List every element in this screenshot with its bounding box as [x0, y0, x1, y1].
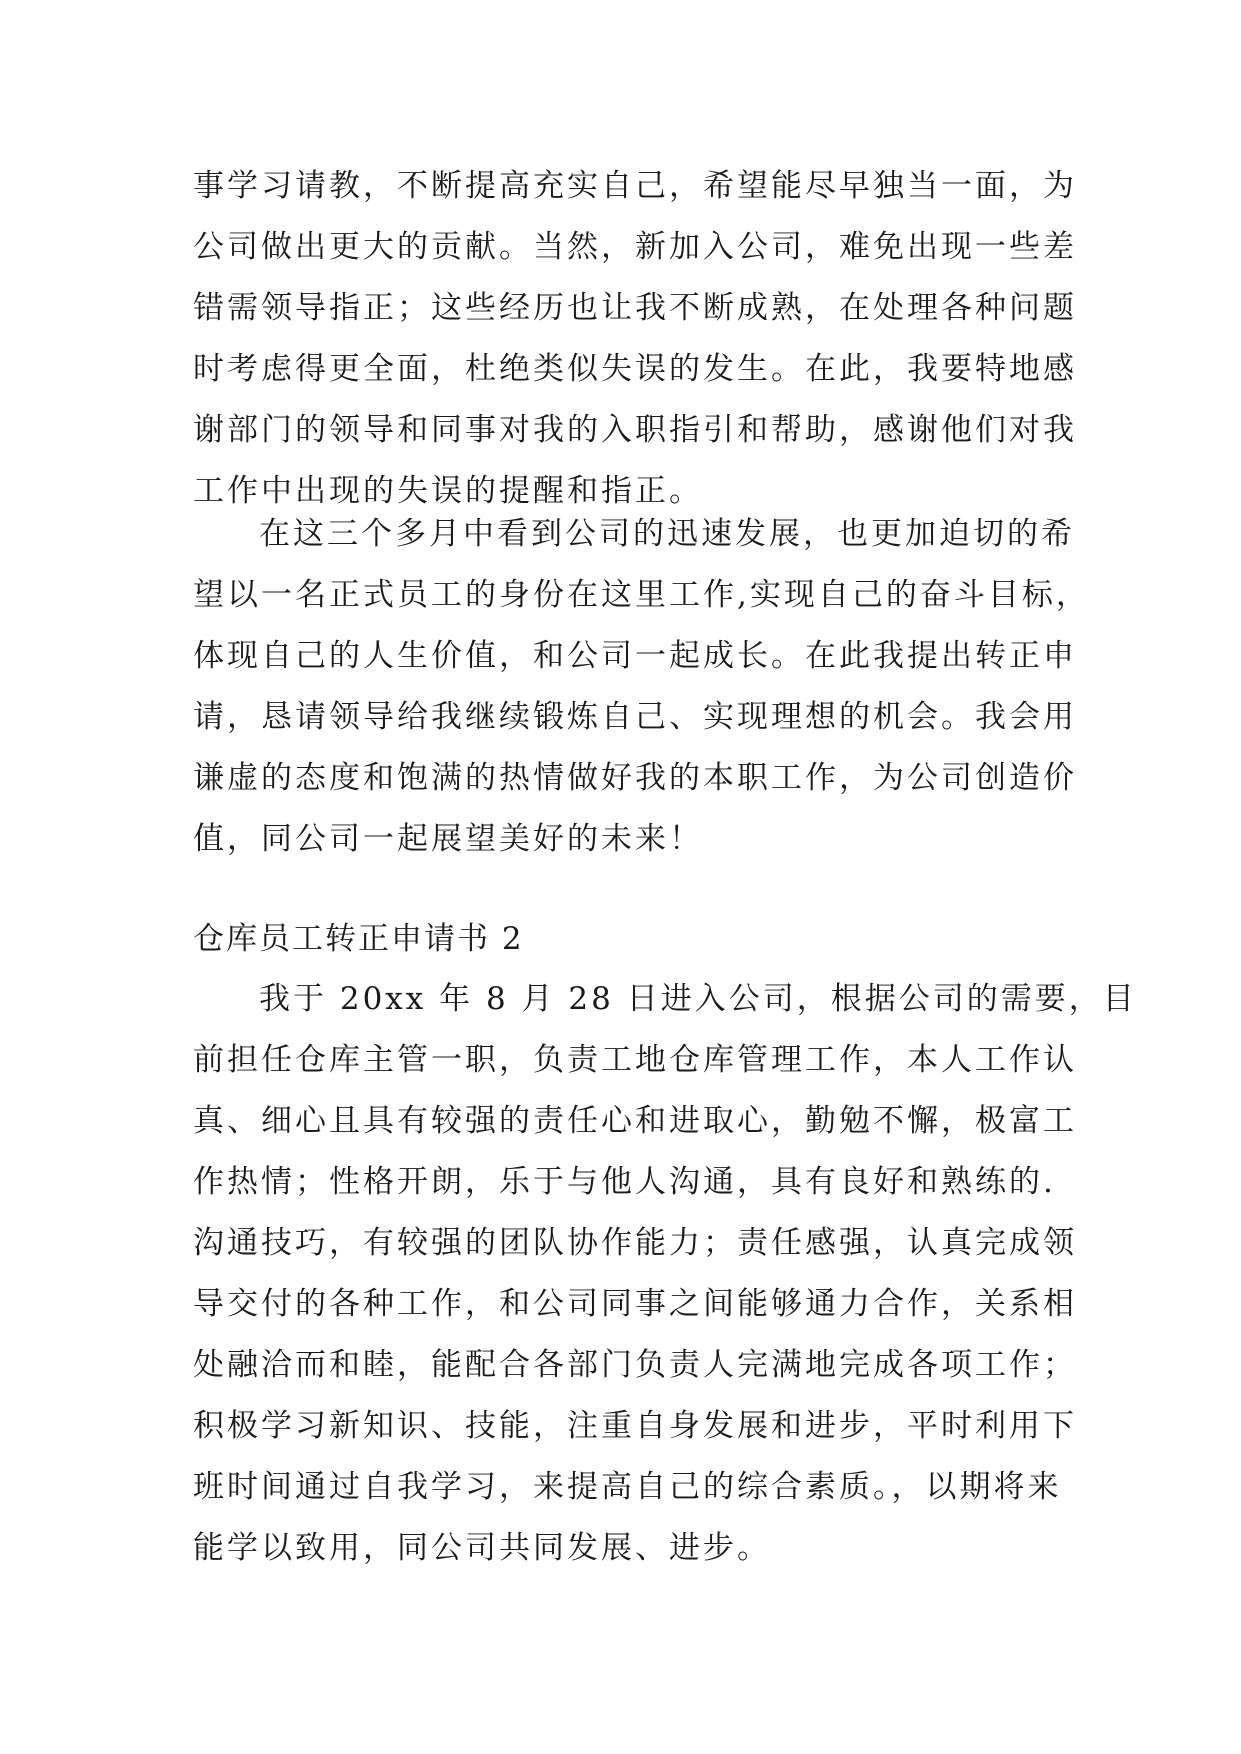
- paragraph-2-line: 望以一名正式员工的身份在这里工作,实现自己的奋斗目标，: [193, 577, 1090, 613]
- paragraph-3-line: 能学以致用，同公司共同发展、进步。: [193, 1530, 771, 1566]
- paragraph-3-line: 真、细心且具有较强的责任心和进取心，勤勉不懈，极富工: [193, 1103, 1077, 1139]
- paragraph-1-line: 时考虑得更全面，杜绝类似失误的发生。在此，我要特地感: [193, 351, 1077, 387]
- paragraph-1-line: 事学习请教，不断提高充实自己，希望能尽早独当一面，为: [193, 168, 1077, 204]
- paragraph-1-line: 错需领导指正；这些经历也让我不断成熟，在处理各种问题: [193, 290, 1077, 326]
- paragraph-2: [193, 504, 1090, 870]
- paragraph-2-line: 体现自己的人生价值，和公司一起成长。在此我提出转正申: [193, 638, 1077, 674]
- section-heading: 仓库员工转正申请书 2: [193, 921, 524, 957]
- paragraph-2-line: 谦虚的态度和饱满的热情做好我的本职工作，为公司创造价: [193, 760, 1077, 796]
- paragraph-3-line: 班时间通过自我学习，来提高自己的综合素质。，以期将来: [193, 1469, 1062, 1505]
- paragraph-3-line: 我于 20xx 年 8 月 28 日进入公司，根据公司的需要，目: [259, 981, 1137, 1017]
- paragraph-2-line: 请，恳请领导给我继续锻炼自己、实现理想的机会。我会用: [193, 699, 1077, 735]
- paragraph-3-line: 前担任仓库主管一职，负责工地仓库管理工作，本人工作认: [193, 1042, 1077, 1078]
- paragraph-3: [193, 969, 1137, 1579]
- paragraph-2-line: 在这三个多月中看到公司的迅速发展，也更加迫切的希: [259, 516, 1075, 552]
- paragraph-1-line: 工作中出现的失误的提醒和指正。: [193, 473, 703, 509]
- paragraph-3-line: 导交付的各种工作，和公司同事之间能够通力合作，关系相: [193, 1286, 1077, 1322]
- paragraph-3-line: 作热情；性格开朗，乐于与他人沟通，具有良好和熟练的.: [193, 1164, 1056, 1200]
- paragraph-3-line: 沟通技巧，有较强的团队协作能力；责任感强，认真完成领: [193, 1225, 1077, 1261]
- paragraph-3-line: 处融洽而和睦，能配合各部门负责人完满地完成各项工作；: [193, 1347, 1077, 1383]
- paragraph-1-line: 公司做出更大的贡献。当然，新加入公司，难免出现一些差: [193, 229, 1077, 265]
- paragraph-1-line: 谢部门的领导和同事对我的入职指引和帮助，感谢他们对我: [193, 412, 1077, 448]
- paragraph-1: [193, 156, 1077, 522]
- paragraph-2-line: 值，同公司一起展望美好的未来！: [193, 821, 703, 857]
- paragraph-3-line: 积极学习新知识、技能，注重自身发展和进步，平时利用下: [193, 1408, 1077, 1444]
